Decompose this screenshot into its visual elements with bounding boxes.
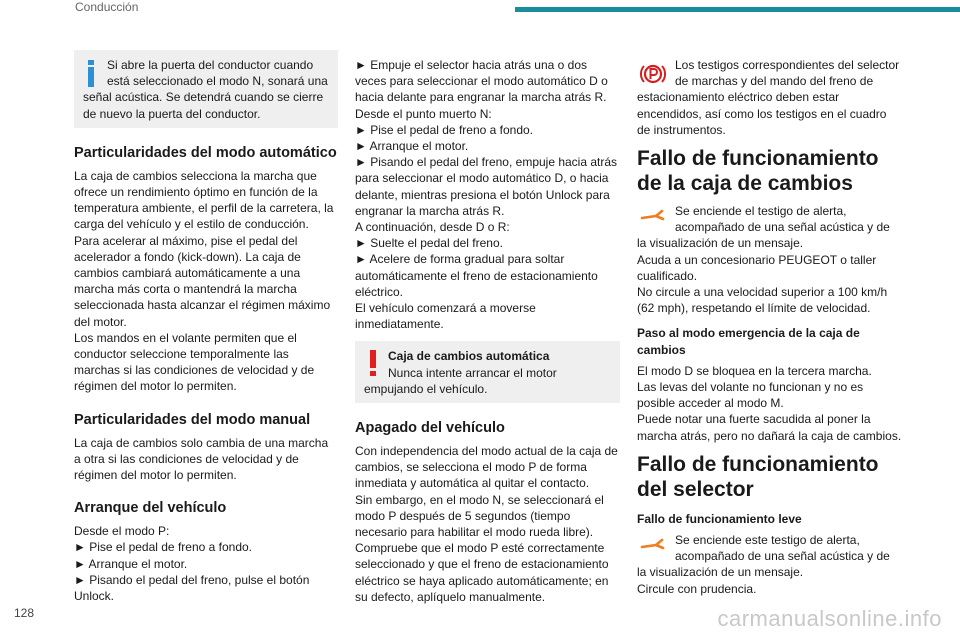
paragraph: Para acelerar al máximo, pise el pedal del acelerador a fondo (kick-down). La caja de cambios cambiará automáticamente a una marcha más corta o mantendrá la marcha seleccionada hasta alcanzar el régimen máximo del motor. bbox=[74, 233, 331, 329]
step: ► Arranque el motor. bbox=[355, 139, 469, 154]
paragraph: Circule con prudencia. bbox=[637, 581, 757, 596]
paragraph: Sin embargo, en el modo N, se seleccionará el modo P después de 5 segundos (tiempo necesario para habilitar el modo rueda libre). bbox=[355, 492, 604, 540]
watermark: carmanualsonline.info bbox=[717, 606, 942, 631]
paragraph: Desde el modo P: bbox=[74, 524, 170, 539]
paragraph: No circule a una velocidad superior a 100 km/h (62 mph), respetando el límite de velocidad. bbox=[637, 285, 888, 316]
step: ► Empuje el selector hacia atrás una o dos veces para seleccionar el modo automático D o hacia delante para engranar la marcha atrás R. bbox=[355, 58, 608, 105]
gearbox-warning-icon bbox=[637, 534, 669, 552]
step: ► Arranque el motor. bbox=[74, 556, 188, 571]
icon-paragraph bbox=[637, 203, 902, 252]
section-title-gearbox-fault: Fallo de funcionamiento de la caja de cambios bbox=[637, 147, 879, 196]
step: ► Pise el pedal de freno a fondo. bbox=[355, 122, 533, 137]
section-title-automatic: Particularidades del modo automático bbox=[74, 144, 337, 161]
warning-title: Caja de cambios automática bbox=[388, 349, 550, 364]
info-icon bbox=[83, 57, 105, 87]
paragraph: Acuda a un concesionario PEUGEOT o taller cualificado. bbox=[637, 252, 877, 283]
paragraph: La caja de cambios selecciona la marcha que ofrece un rendimiento óptimo en función de la temperatura ambiente, el perfil de la carretera, la carga del vehículo y el estilo de conducción. bbox=[74, 168, 334, 232]
step: ► Pisando el pedal del freno, empuje hacia atrás para seleccionar el modo automático D, o hacia delante, mientras presiona el botón Unlock para engranar la marcha atrás R. bbox=[355, 155, 618, 218]
step: ► Pisando el pedal del freno, pulse el botón Unlock. bbox=[74, 572, 310, 604]
subsection-title-emergency: Paso al modo emergencia de la caja de cambios bbox=[637, 326, 860, 357]
section-title-start: Arranque del vehículo bbox=[74, 500, 227, 517]
step: ► Suelte el pedal del freno. bbox=[355, 236, 503, 251]
paragraph: El modo D se bloquea en la tercera marcha. bbox=[637, 363, 872, 378]
column-left bbox=[74, 50, 338, 604]
step: ► Acelere de forma gradual para soltar automáticamente el freno de estacionamiento eléctrico. bbox=[355, 252, 598, 299]
paragraph: A continuación, desde D o R: bbox=[355, 220, 510, 235]
gearbox-warning-icon bbox=[637, 205, 669, 223]
section-title-manual: Particularidades del modo manual bbox=[74, 411, 311, 428]
paragraph: La caja de cambios solo cambia de una marcha a otra si las condiciones de velocidad y de régimen del motor lo permiten. bbox=[74, 435, 329, 483]
warning-note bbox=[355, 341, 620, 403]
paragraph: Se enciende este testigo de alerta, acompañado de una señal acústica y de la visualización de un mensaje. bbox=[637, 533, 890, 580]
paragraph: Compruebe que el modo P esté correctamente seleccionado y que el freno de estacionamiento eléctrico se haya aplicado automáticamente; en su defecto, aplíquelo manualmente. bbox=[355, 541, 609, 604]
info-note-text: Si abre la puerta del conductor cuando está seleccionado el modo N, sonará una señal acústica. Se detendrá cuando se cierre de nuevo la puerta del conductor. bbox=[83, 58, 328, 121]
paragraph: Se enciende el testigo de alerta, acompañado de una señal acústica y de la visualización de un mensaje. bbox=[637, 204, 890, 251]
section-title-selector-fault: Fallo de funcionamiento del selector bbox=[637, 452, 879, 501]
paragraph: Desde el punto muerto N: bbox=[355, 106, 492, 121]
paragraph: Las levas del volante no funcionan y no es posible acceder al modo M. bbox=[637, 380, 864, 411]
paragraph: Los testigos correspondientes del selector de marchas y del mando del freno de estacionamiento eléctrico deben estar encendidos, así como los testigos en el cuadro de instrumentos. bbox=[637, 58, 900, 137]
column-right bbox=[637, 57, 902, 597]
subsection-title-minor-fault: Fallo de funcionamiento leve bbox=[637, 511, 802, 526]
page-number: 128 bbox=[14, 606, 35, 620]
warning-text: Nunca intente arrancar el motor empujando el vehículo. bbox=[364, 365, 557, 396]
paragraph: Con independencia del modo actual de la caja de cambios, se selecciona el modo P de forma inmediata y automática al quitar el contacto. bbox=[355, 444, 618, 491]
paragraph: El vehículo comenzará a moverse inmediatamente. bbox=[355, 301, 536, 332]
section-title-shutdown: Apagado del vehículo bbox=[355, 420, 505, 437]
icon-paragraph bbox=[637, 57, 902, 138]
step: ► Pise el pedal de freno a fondo. bbox=[74, 540, 252, 555]
header-title: Conducción bbox=[75, 0, 139, 14]
header-accent-bar bbox=[515, 7, 960, 12]
icon-paragraph bbox=[637, 532, 902, 581]
paragraph: Los mandos en el volante permiten que el conductor seleccione temporalmente las marchas si las condiciones de velocidad y de régimen del motor lo permiten. bbox=[74, 330, 315, 394]
warning-icon bbox=[364, 348, 386, 376]
column-middle bbox=[355, 57, 620, 605]
parking-brake-warning-icon bbox=[637, 59, 669, 89]
info-note bbox=[74, 50, 338, 128]
paragraph: Puede notar una fuerte sacudida al poner la marcha atrás, pero no dañará la caja de cambios. bbox=[637, 412, 902, 443]
